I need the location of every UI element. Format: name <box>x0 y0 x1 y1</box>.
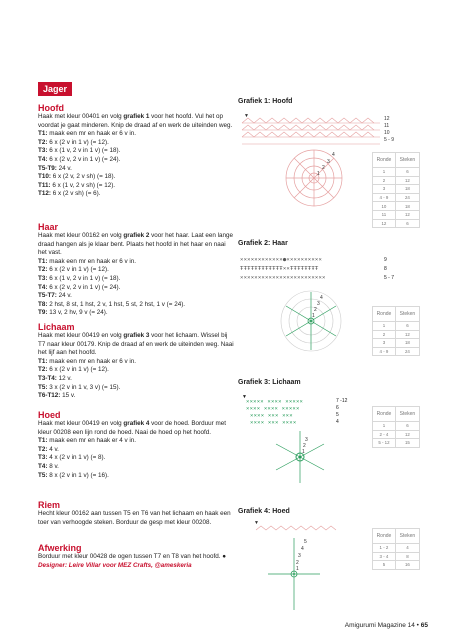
table-cell: 2 - 4 <box>373 430 396 439</box>
chart2-label-5-7: 5 - 7 <box>384 275 395 281</box>
hoed-intro: Haak met kleur 00419 en volg grafiek 4 voor de hoed. Borduur met kleur 00208 een lijn rond de hoed. Naai de hoed op het hoofd. <box>38 420 226 436</box>
svg-text:2: 2 <box>303 443 306 449</box>
header-cell: Steken <box>395 153 419 168</box>
table-cell: 6 <box>395 219 419 228</box>
round-instruction: T5-T9: 24 v. <box>38 164 72 172</box>
afwerking-title: Afwerking <box>38 543 82 553</box>
chart1-table <box>372 152 420 228</box>
chart1-arc-labels <box>317 152 335 177</box>
magazine-name: Amigurumi Magazine 14 <box>344 622 415 629</box>
table-cell: 3 - 4 <box>373 552 396 561</box>
table-cell: 3 <box>373 185 396 194</box>
svg-text:▼: ▼ <box>254 520 259 526</box>
riem-title: Riem <box>38 500 61 510</box>
round-instruction: T2: 6 x (2 v in 1 v) (= 12). <box>38 366 109 374</box>
table-row <box>373 439 420 448</box>
chart2-row-5-7: ×××××××××××××××××××××××× <box>240 275 326 281</box>
svg-text:5 - 9: 5 - 9 <box>384 137 395 143</box>
round-instruction: T3: 6 x (1 v, 2 v in 1 v) (= 18). <box>38 274 121 282</box>
header-cell: Ronde <box>373 407 396 422</box>
table-cell: 12 <box>395 210 419 219</box>
chart3-label-5: 5 <box>336 412 339 418</box>
section-badge: Jager <box>38 82 72 96</box>
header-cell: Ronde <box>373 529 396 544</box>
hoofd-rows <box>38 130 234 199</box>
haar-title: Haar <box>38 222 59 232</box>
table-row <box>373 430 420 439</box>
chart4-diagram <box>252 518 342 614</box>
table-row <box>373 202 420 211</box>
round-instruction: T4: 6 x (2 v, 2 v in 1 v) (= 24). <box>38 155 121 163</box>
table-cell: 12 <box>373 219 396 228</box>
round-instruction: T1: maak een mr en haak er 6 v in. <box>38 130 137 138</box>
svg-text:1: 1 <box>302 449 305 455</box>
svg-text:4: 4 <box>301 546 304 552</box>
chart3-row-7-12: ××××× ×××× ××××× <box>246 399 304 405</box>
table-cell: 12 <box>395 430 419 439</box>
round-instruction: T3-T4: 12 v. <box>38 374 72 382</box>
hoed-rows <box>38 437 234 480</box>
table-cell: 4 - 9 <box>373 193 396 202</box>
round-instruction: T4: 8 v. <box>38 462 59 470</box>
table-cell: 1 <box>373 168 396 177</box>
lichaam-rows <box>38 358 234 401</box>
haar-intro: Haak met kleur 00162 en volg grafiek 2 voor het haar. Laat een lange draad hangen als je klaar bent. Plaats het hoofd in het haar en naai het vast. <box>38 232 234 257</box>
table-cell: 12 <box>395 330 419 339</box>
afwerking-body: Borduur met kleur 00428 de ogen tussen T7 en T8 van het hoofd. ● <box>38 553 227 560</box>
table-cell: 5 <box>373 561 396 570</box>
table-cell: 1 <box>373 422 396 431</box>
hoofd-title: Hoofd <box>38 103 64 113</box>
riem-body: Hecht kleur 00162 aan tussen T5 en T6 van het lichaam en haak een toer van verhoogde steken. Borduur de gesp met kleur 00208. <box>38 510 231 526</box>
round-instruction: T1: maak een mr en haak er 6 v in. <box>38 357 137 365</box>
round-instruction: T4: 6 x (2 v, 2 v in 1 v) (= 24). <box>38 283 121 291</box>
table-cell: 11 <box>373 210 396 219</box>
page-number: 65 <box>420 622 428 629</box>
table-row <box>373 176 420 185</box>
round-instruction: T5: 8 x (2 v in 1 v) (= 16). <box>38 471 109 479</box>
table-cell: 3 <box>373 339 396 348</box>
round-instruction: T1: maak een mr en haak er 4 v in. <box>38 437 137 445</box>
round-instruction: T2: 6 x (2 v in 1 v) (= 12). <box>38 138 109 146</box>
chart4-table <box>372 528 420 570</box>
table-cell: 6 <box>395 322 419 331</box>
haar-section <box>38 222 234 318</box>
table-row <box>373 330 420 339</box>
table-header <box>373 407 420 422</box>
table-cell: 16 <box>395 561 419 570</box>
lichaam-title: Lichaam <box>38 322 75 332</box>
round-instruction: T5: 3 x (2 v in 1 v, 3 v) (= 15). <box>38 383 121 391</box>
round-instruction: T3: 6 x (1 v, 2 v in 1 v) (= 18). <box>38 147 121 155</box>
table-cell: 1 <box>373 322 396 331</box>
table-row <box>373 561 420 570</box>
chart3-label-6: 6 <box>336 405 339 411</box>
table-cell: 18 <box>395 202 419 211</box>
svg-text:1: 1 <box>317 171 320 177</box>
chart4-title: Grafiek 4: Hoed <box>238 508 290 515</box>
hoed-title: Hoed <box>38 410 61 420</box>
table-cell: 5 - 12 <box>373 439 396 448</box>
svg-text:4: 4 <box>320 295 323 301</box>
chart3-row-5: ×××× ××× ××× <box>250 413 293 419</box>
table-cell: 6 <box>395 422 419 431</box>
hoofd-intro: Haak met kleur 00401 en volg grafiek 1 voor het hoofd. Vul het op voordat je gaat minderen. Knip de draad af en werk de uiteinden weg. <box>38 113 233 129</box>
chart3-row-6: ×××× ×××× ××××× <box>246 406 300 412</box>
header-cell: Ronde <box>373 153 396 168</box>
table-cell: 1 - 2 <box>373 544 396 553</box>
table-header <box>373 529 420 544</box>
table-row <box>373 210 420 219</box>
round-instruction: T9: 13 v, 2 hv, 9 v (= 24). <box>38 309 108 317</box>
round-instruction: T6-T12: 15 v. <box>38 392 76 400</box>
chart1-start-marker: ▼ <box>244 113 249 119</box>
svg-text:1: 1 <box>312 313 315 319</box>
table-row <box>373 219 420 228</box>
table-cell: 4 - 9 <box>373 347 396 356</box>
round-instruction: T10: 6 x (2 v, 2 v sh) (= 18). <box>38 173 116 181</box>
chart2-row-9: ××××××××××××●×××××××××× <box>240 257 323 263</box>
chart1-title: Grafiek 1: Hoofd <box>238 98 293 105</box>
table-cell: 8 <box>395 552 419 561</box>
haar-rows <box>38 258 234 318</box>
round-instruction: T8: 2 hst, 8 st, 1 hst, 2 v, 1 hst, 5 st, 2 hst, 1 v (= 24). <box>38 300 186 308</box>
round-instruction: T3: 4 x (2 v in 1 v) (= 8). <box>38 454 106 462</box>
header-cell: Steken <box>395 407 419 422</box>
table-row <box>373 168 420 177</box>
round-instruction: T2: 4 v. <box>38 445 59 453</box>
svg-text:5: 5 <box>304 539 307 545</box>
round-instruction: T12: 6 x (2 v sh) (= 6). <box>38 190 101 198</box>
lichaam-section <box>38 322 234 401</box>
table-cell: 6 <box>395 168 419 177</box>
page-footer <box>345 622 428 629</box>
hoed-section <box>38 410 234 480</box>
table-row <box>373 322 420 331</box>
table-cell: 24 <box>395 193 419 202</box>
table-row <box>373 422 420 431</box>
svg-text:3: 3 <box>305 437 308 443</box>
chart2-label-8: 8 <box>384 266 387 272</box>
end-bullet: ● <box>222 553 227 560</box>
round-instruction: T1: maak een mr en haak er 6 v in. <box>38 257 137 265</box>
table-cell: 2 <box>373 330 396 339</box>
table-row <box>373 552 420 561</box>
table-cell: 24 <box>395 347 419 356</box>
round-instruction: T2: 6 x (2 v in 1 v) (= 12). <box>38 266 109 274</box>
table-header <box>373 307 420 322</box>
table-cell: 18 <box>395 339 419 348</box>
table-row <box>373 339 420 348</box>
chart3-row-4: ×××× ××× ×××× <box>250 420 297 426</box>
svg-text:2: 2 <box>296 560 299 566</box>
chart2-table <box>372 306 420 356</box>
designer-credit: Designer: Leire Villar voor MEZ Crafts, @ameskeria <box>38 561 192 569</box>
chart3-label-4: 4 <box>336 419 339 425</box>
svg-text:1: 1 <box>296 566 299 572</box>
header-cell: Ronde <box>373 307 396 322</box>
table-row <box>373 185 420 194</box>
svg-text:3: 3 <box>327 159 330 165</box>
chart3-label-7-12: 7 -12 <box>336 398 348 404</box>
header-cell: Steken <box>395 529 419 544</box>
table-cell: 12 <box>395 176 419 185</box>
svg-text:10: 10 <box>384 130 390 136</box>
riem-section <box>38 500 234 527</box>
table-cell: 2 <box>373 176 396 185</box>
table-row <box>373 193 420 202</box>
table-cell: 15 <box>395 439 419 448</box>
table-row <box>373 544 420 553</box>
chart1-row-labels <box>384 116 394 143</box>
chart2-diagram <box>276 286 346 356</box>
chart3-start-marker: ▼ <box>242 394 247 400</box>
table-cell: 10 <box>373 202 396 211</box>
chart1-rows <box>242 118 380 144</box>
lichaam-intro: Haak met kleur 00419 en volg grafiek 3 voor het lichaam. Wissel bij T7 naar kleur 00179. Knip de draad af en werk de uiteinden weg. Naai het lijf aan het hoofd. <box>38 332 234 357</box>
svg-text:2: 2 <box>322 165 325 171</box>
chart2-row-8: ŦŦŦŦŦŦŦŦŦŦŦŦ××ŦŦŦŦŦŦŦŦ <box>240 266 319 272</box>
svg-text:3: 3 <box>317 301 320 307</box>
table-header <box>373 153 420 168</box>
chart3-diagram <box>270 428 330 486</box>
chart3-table <box>372 406 420 448</box>
svg-text:3: 3 <box>298 553 301 559</box>
svg-text:4: 4 <box>332 152 335 158</box>
chart2-title: Grafiek 2: Haar <box>238 240 288 247</box>
table-cell: 4 <box>395 544 419 553</box>
footer-separator: • <box>416 622 419 629</box>
round-instruction: T11: 6 x (1 v, 2 v sh) (= 12). <box>38 181 116 189</box>
chart1-rounds <box>286 150 342 206</box>
svg-text:2: 2 <box>314 307 317 313</box>
hoofd-section <box>38 103 234 199</box>
afwerking-section <box>38 543 234 570</box>
chart2-label-9: 9 <box>384 257 387 263</box>
header-cell: Steken <box>395 307 419 322</box>
round-instruction: T5-T7: 24 v. <box>38 292 72 300</box>
svg-text:12: 12 <box>384 116 390 122</box>
svg-text:11: 11 <box>384 123 390 129</box>
table-row <box>373 347 420 356</box>
chart3-title: Grafiek 3: Lichaam <box>238 379 301 386</box>
table-cell: 18 <box>395 185 419 194</box>
